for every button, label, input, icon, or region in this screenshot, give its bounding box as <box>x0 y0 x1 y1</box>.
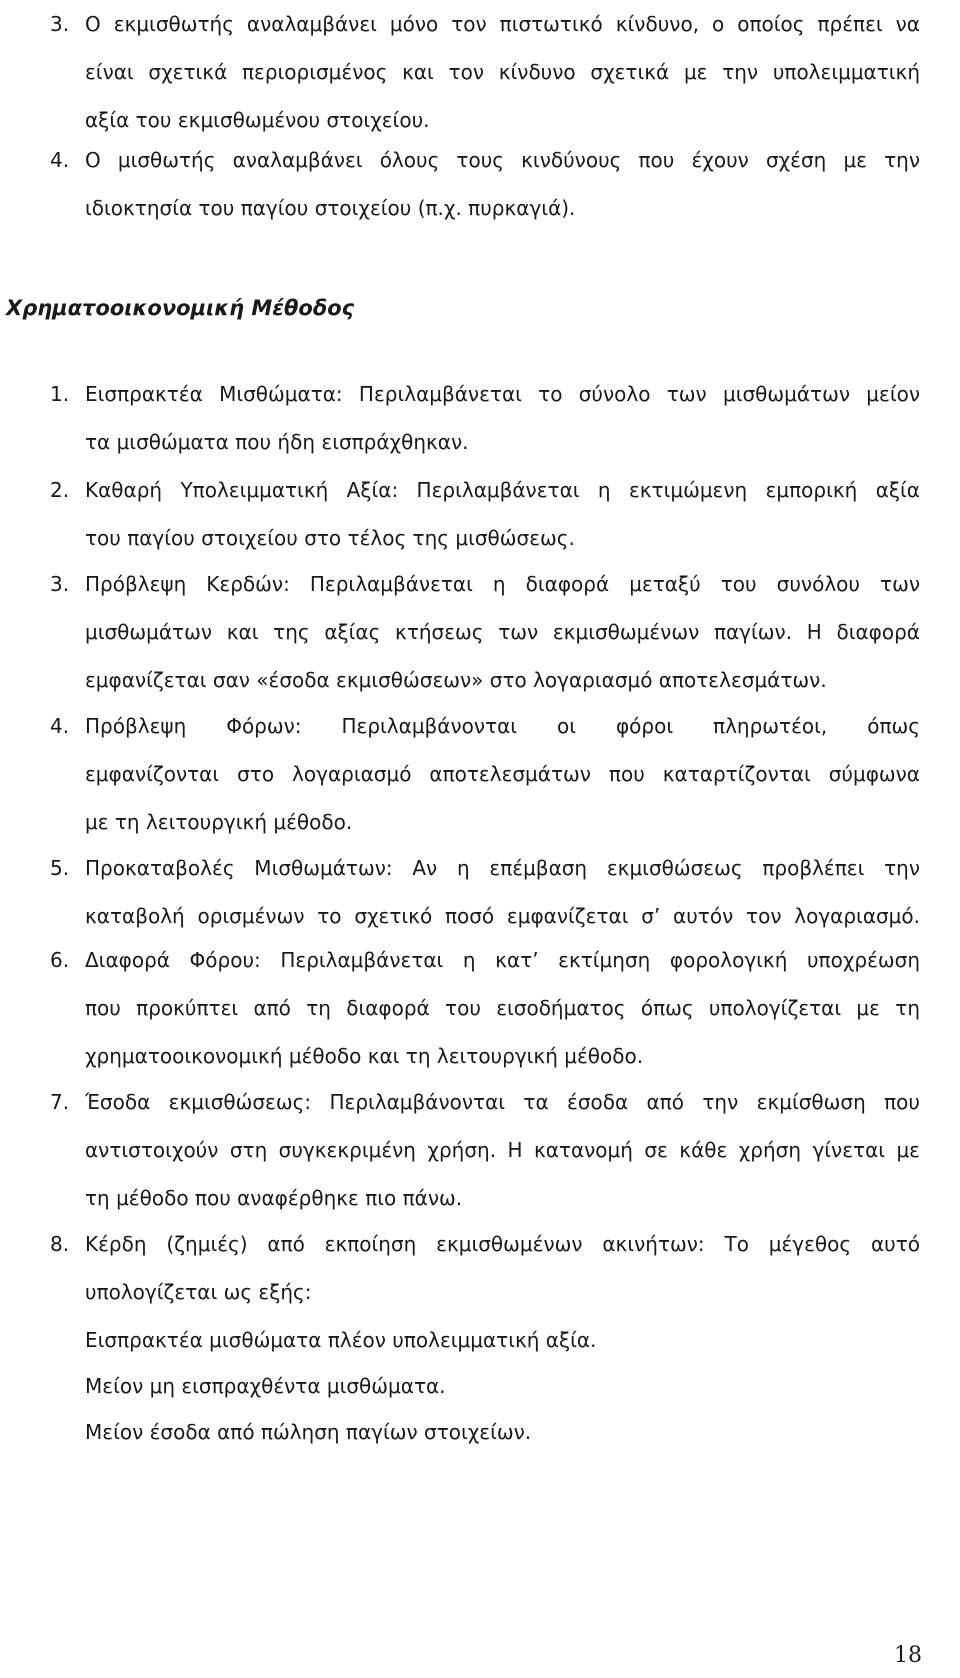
text-line: τα μισθώματα που ήδη εισπράχθηκαν. <box>85 430 469 454</box>
list-item-number: 4. <box>50 148 70 172</box>
text-line: αντιστοιχούν στη συγκεκριμένη χρήση. Η κατανομή σε κάθε χρήση γίνεται με <box>85 1138 920 1162</box>
text-line: Διαφορά Φόρου: Περιλαμβάνεται η κατ’ εκτίμηση φορολογική υποχρέωση <box>85 948 920 972</box>
list-item-number: 2. <box>50 478 70 502</box>
text-line: αξία του εκμισθωμένου στοιχείου. <box>85 108 430 132</box>
list-item-number: 3. <box>50 12 70 36</box>
text-line: Ο μισθωτής αναλαμβάνει όλους τους κινδύνους που έχουν σχέση με την <box>85 148 920 172</box>
list-item-text <box>85 560 920 704</box>
list-item-text <box>85 1220 920 1316</box>
text-line: Καθαρή Υπολειμματική Αξία: Περιλαμβάνεται η εκτιμώμενη εμπορική αξία <box>85 478 920 502</box>
text-line: υπολογίζεται ως εξής: <box>85 1280 312 1304</box>
text-line: Πρόβλεψη Φόρων: Περιλαμβάνονται οι φόροι πληρωτέοι, όπως <box>85 714 920 738</box>
list-item-number: 3. <box>50 572 70 596</box>
page-number: 18 <box>894 1643 922 1668</box>
list-item-text <box>85 1078 920 1222</box>
list-item-text <box>85 0 920 144</box>
list-item-number: 7. <box>50 1090 70 1114</box>
text-line: μισθωμάτων και της αξίας κτήσεως των εκμισθωμένων παγίων. Η διαφορά <box>85 620 920 644</box>
text-line: χρηματοοικονομική μέθοδο και τη λειτουργική μέθοδο. <box>85 1044 644 1068</box>
calculation-line: Εισπρακτέα μισθώματα πλέον υπολειμματική αξία. <box>85 1328 597 1352</box>
list-item-text <box>85 370 920 466</box>
list-item-number: 8. <box>50 1232 70 1256</box>
text-line: καταβολή ορισμένων το σχετικό ποσό εμφανίζεται σ’ αυτόν τον λογαριασμό. <box>85 904 920 928</box>
text-line: τη μέθοδο που αναφέρθηκε πιο πάνω. <box>85 1186 463 1210</box>
text-line: με τη λειτουργική μέθοδο. <box>85 810 353 834</box>
list-item-number: 6. <box>50 948 70 972</box>
text-line: Ο εκμισθωτής αναλαμβάνει μόνο τον πιστωτικό κίνδυνο, ο οποίος πρέπει να <box>85 12 920 36</box>
text-line: εμφανίζονται στο λογαριασμό αποτελεσμάτων που καταρτίζονται σύμφωνα <box>85 762 920 786</box>
text-line: εμφανίζεται σαν «έσοδα εκμισθώσεων» στο λογαριασμό αποτελεσμάτων. <box>85 668 827 692</box>
text-line: είναι σχετικά περιορισμένος και τον κίνδυνο σχετικά με την υπολειμματική <box>85 60 920 84</box>
list-item-number: 1. <box>50 382 70 406</box>
text-line: του παγίου στοιχείου στο τέλος της μισθώσεως. <box>85 526 575 550</box>
section-heading: Χρηματοοικονομική Μέθοδος <box>6 296 355 320</box>
list-item-number: 5. <box>50 856 70 880</box>
list-item-text <box>85 136 920 232</box>
list-item-text <box>85 936 920 1080</box>
text-line: Προκαταβολές Μισθωμάτων: Αν η επέμβαση εκμισθώσεως προβλέπει την <box>85 856 920 880</box>
list-item-text <box>85 702 920 846</box>
text-line: Κέρδη (ζημιές) από εκποίηση εκμισθωμένων ακινήτων: Το μέγεθος αυτό <box>85 1232 920 1256</box>
text-line: Πρόβλεψη Κερδών: Περιλαμβάνεται η διαφορά μεταξύ του συνόλου των <box>85 572 920 596</box>
list-item-text <box>85 466 920 562</box>
text-line: Εισπρακτέα Μισθώματα: Περιλαμβάνεται το σύνολο των μισθωμάτων μείον <box>85 382 920 406</box>
calculation-line: Μείον έσοδα από πώληση παγίων στοιχείων. <box>85 1420 532 1444</box>
calculation-line: Μείον μη εισπραχθέντα μισθώματα. <box>85 1374 446 1398</box>
list-item-number: 4. <box>50 714 70 738</box>
text-line: ιδιοκτησία του παγίου στοιχείου (π.χ. πυρκαγιά). <box>85 196 576 220</box>
list-item-text <box>85 844 920 940</box>
text-line: που προκύπτει από τη διαφορά του εισοδήματος όπως υπολογίζεται με τη <box>85 996 920 1020</box>
text-line: Έσοδα εκμισθώσεως: Περιλαμβάνονται τα έσοδα από την εκμίσθωση που <box>85 1090 920 1114</box>
